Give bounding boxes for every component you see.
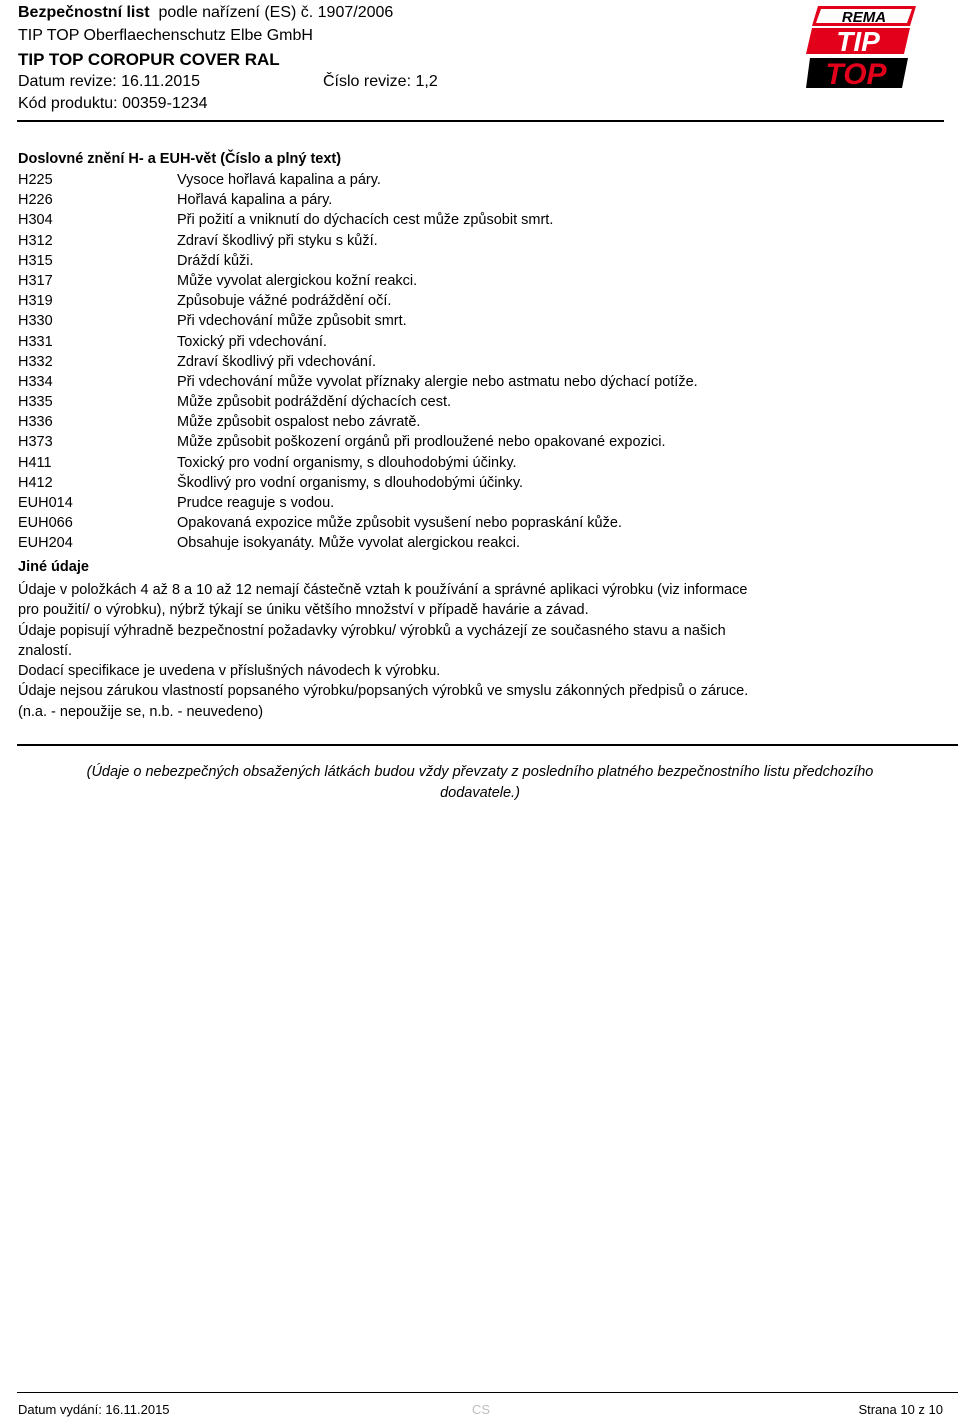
- svg-text:TIP: TIP: [836, 26, 880, 57]
- hazard-text: Může vyvolat alergickou kožní reakci.: [177, 272, 418, 289]
- hazard-code: H412: [18, 474, 53, 491]
- hazard-statement-row: [18, 374, 938, 394]
- hazard-text: Hořlavá kapalina a páry.: [177, 192, 333, 209]
- hazard-statement-row: [18, 192, 938, 212]
- hazard-statement-row: [18, 515, 938, 535]
- other-info-paragraph: (n.a. - nepoužije se, n.b. - neuvedeno): [18, 703, 264, 720]
- hazard-statement-row: [18, 253, 938, 273]
- product-name: TIP TOP COROPUR COVER RAL: [18, 50, 280, 69]
- hazard-statement-row: [18, 535, 938, 555]
- hazard-text: Při požití a vniknutí do dýchacích cest může způsobit smrt.: [177, 212, 554, 229]
- hazard-text: Opakovaná expozice může způsobit vysušení nebo popraskání kůže.: [177, 515, 622, 532]
- hazard-statement-row: [18, 414, 938, 434]
- hazard-text: Zdraví škodlivý při vdechování.: [177, 353, 377, 370]
- header-divider: [17, 120, 944, 122]
- hazard-code: H312: [18, 232, 53, 249]
- hazard-code: H304: [18, 212, 53, 229]
- hazard-code: H334: [18, 373, 53, 390]
- hazard-statement-row: [18, 495, 938, 515]
- hazard-code: H330: [18, 313, 53, 330]
- hazard-statement-row: [18, 354, 938, 374]
- hazard-code: EUH204: [18, 535, 73, 552]
- hazard-text: Škodlivý pro vodní organismy, s dlouhodobými účinky.: [177, 474, 524, 491]
- footer-issue-date: Datum vydání: 16.11.2015: [18, 1402, 170, 1417]
- hazard-statement-row: [18, 455, 938, 475]
- company-name: TIP TOP Oberflaechenschutz Elbe GmbH: [18, 27, 313, 44]
- hazard-section-title: Doslovné znění H- a EUH-vět (Číslo a plný text): [18, 151, 342, 167]
- hazard-code: H336: [18, 414, 53, 431]
- hazard-text: Způsobuje vážné podráždění očí.: [177, 293, 392, 310]
- hazard-statement-row: [18, 212, 938, 232]
- hazard-text: Zdraví škodlivý při styku s kůží.: [177, 232, 378, 249]
- hazard-code: H331: [18, 333, 53, 350]
- hazard-code: EUH066: [18, 515, 73, 532]
- footer-language: CS: [472, 1402, 491, 1417]
- supplier-note: (Údaje o nebezpečných obsažených látkách budou vždy převzaty z posledního platného bezpečnostního listu předchozího dodavatele.): [86, 764, 874, 801]
- hazard-text: Při vdechování může vyvolat příznaky alergie nebo astmatu nebo dýchací potíže.: [177, 373, 698, 390]
- title-regulation: podle nařízení (ES) č. 1907/2006: [158, 4, 394, 21]
- hazard-text: Může způsobit poškození orgánů při prodloužené nebo opakované expozici.: [177, 434, 666, 451]
- hazard-text: Vysoce hořlavá kapalina a páry.: [177, 172, 381, 188]
- rema-tip-top-logo: [806, 4, 918, 90]
- hazard-text: Může způsobit ospalost nebo závratě.: [177, 414, 421, 431]
- hazard-code: H411: [18, 454, 52, 471]
- title-bold: Bezpečnostní list: [18, 4, 150, 21]
- other-info-paragraph: Dodací specifikace je uvedena v příslušných návodech k výrobku.: [18, 663, 441, 680]
- section-divider: [17, 744, 958, 746]
- svg-text:REMA: REMA: [841, 9, 887, 26]
- hazard-statement-row: [18, 313, 938, 333]
- document-title: [18, 4, 393, 22]
- hazard-statement-row: [18, 394, 938, 414]
- hazard-text: Dráždí kůži.: [177, 252, 254, 269]
- hazard-statement-row: [18, 434, 938, 454]
- hazard-statement-row: [18, 475, 938, 495]
- hazard-code: H335: [18, 394, 53, 411]
- svg-text:TOP: TOP: [825, 58, 887, 90]
- other-info-paragraph: Údaje v položkách 4 až 8 a 10 až 12 nemají částečně vztah k používání a správné aplikaci výrobku (viz informace pro použití/ o výrobku), nýbrž týkají se úniku většího množství v případě havárie a závad.: [18, 582, 748, 619]
- hazard-code: H319: [18, 293, 53, 310]
- hazard-statement-list: [18, 172, 938, 556]
- other-info-paragraph: Údaje popisují výhradně bezpečnostní požadavky výrobku/ výrobků a vycházejí ze současného stavu a našich znalostí.: [18, 622, 726, 659]
- hazard-text: Toxický pro vodní organismy, s dlouhodobými účinky.: [177, 454, 517, 471]
- hazard-text: Toxický při vdechování.: [177, 333, 327, 350]
- revision-number: Číslo revize: 1,2: [323, 73, 438, 90]
- hazard-text: Při vdechování může způsobit smrt.: [177, 313, 407, 330]
- hazard-text: Obsahuje isokyanáty. Může vyvolat alergickou reakci.: [177, 535, 521, 552]
- hazard-statement-row: [18, 334, 938, 354]
- other-info-paragraph: Údaje nejsou zárukou vlastností popsaného výrobku/popsaných výrobků ve smyslu zákonných předpisů o záruce.: [18, 683, 749, 700]
- footer-page-number: Strana 10 z 10: [858, 1402, 943, 1417]
- hazard-statement-row: [18, 233, 938, 253]
- hazard-text: Prudce reaguje s vodou.: [177, 495, 335, 511]
- hazard-text: Může způsobit podráždění dýchacích cest.: [177, 394, 452, 411]
- other-info-body: [18, 580, 758, 722]
- hazard-statement-row: [18, 172, 938, 192]
- hazard-code: H373: [18, 434, 53, 451]
- revision-date: Datum revize: 16.11.2015: [18, 73, 201, 90]
- product-code: Kód produktu: 00359-1234: [18, 95, 208, 112]
- hazard-code: H315: [18, 252, 53, 269]
- hazard-statement-row: [18, 293, 938, 313]
- footer-divider: [17, 1392, 958, 1393]
- hazard-code: H226: [18, 192, 53, 209]
- other-info-title: Jiné údaje: [18, 559, 89, 575]
- hazard-code: H225: [18, 172, 53, 188]
- hazard-code: EUH014: [18, 495, 73, 511]
- hazard-code: H317: [18, 272, 53, 289]
- hazard-statement-row: [18, 273, 938, 293]
- hazard-code: H332: [18, 353, 53, 370]
